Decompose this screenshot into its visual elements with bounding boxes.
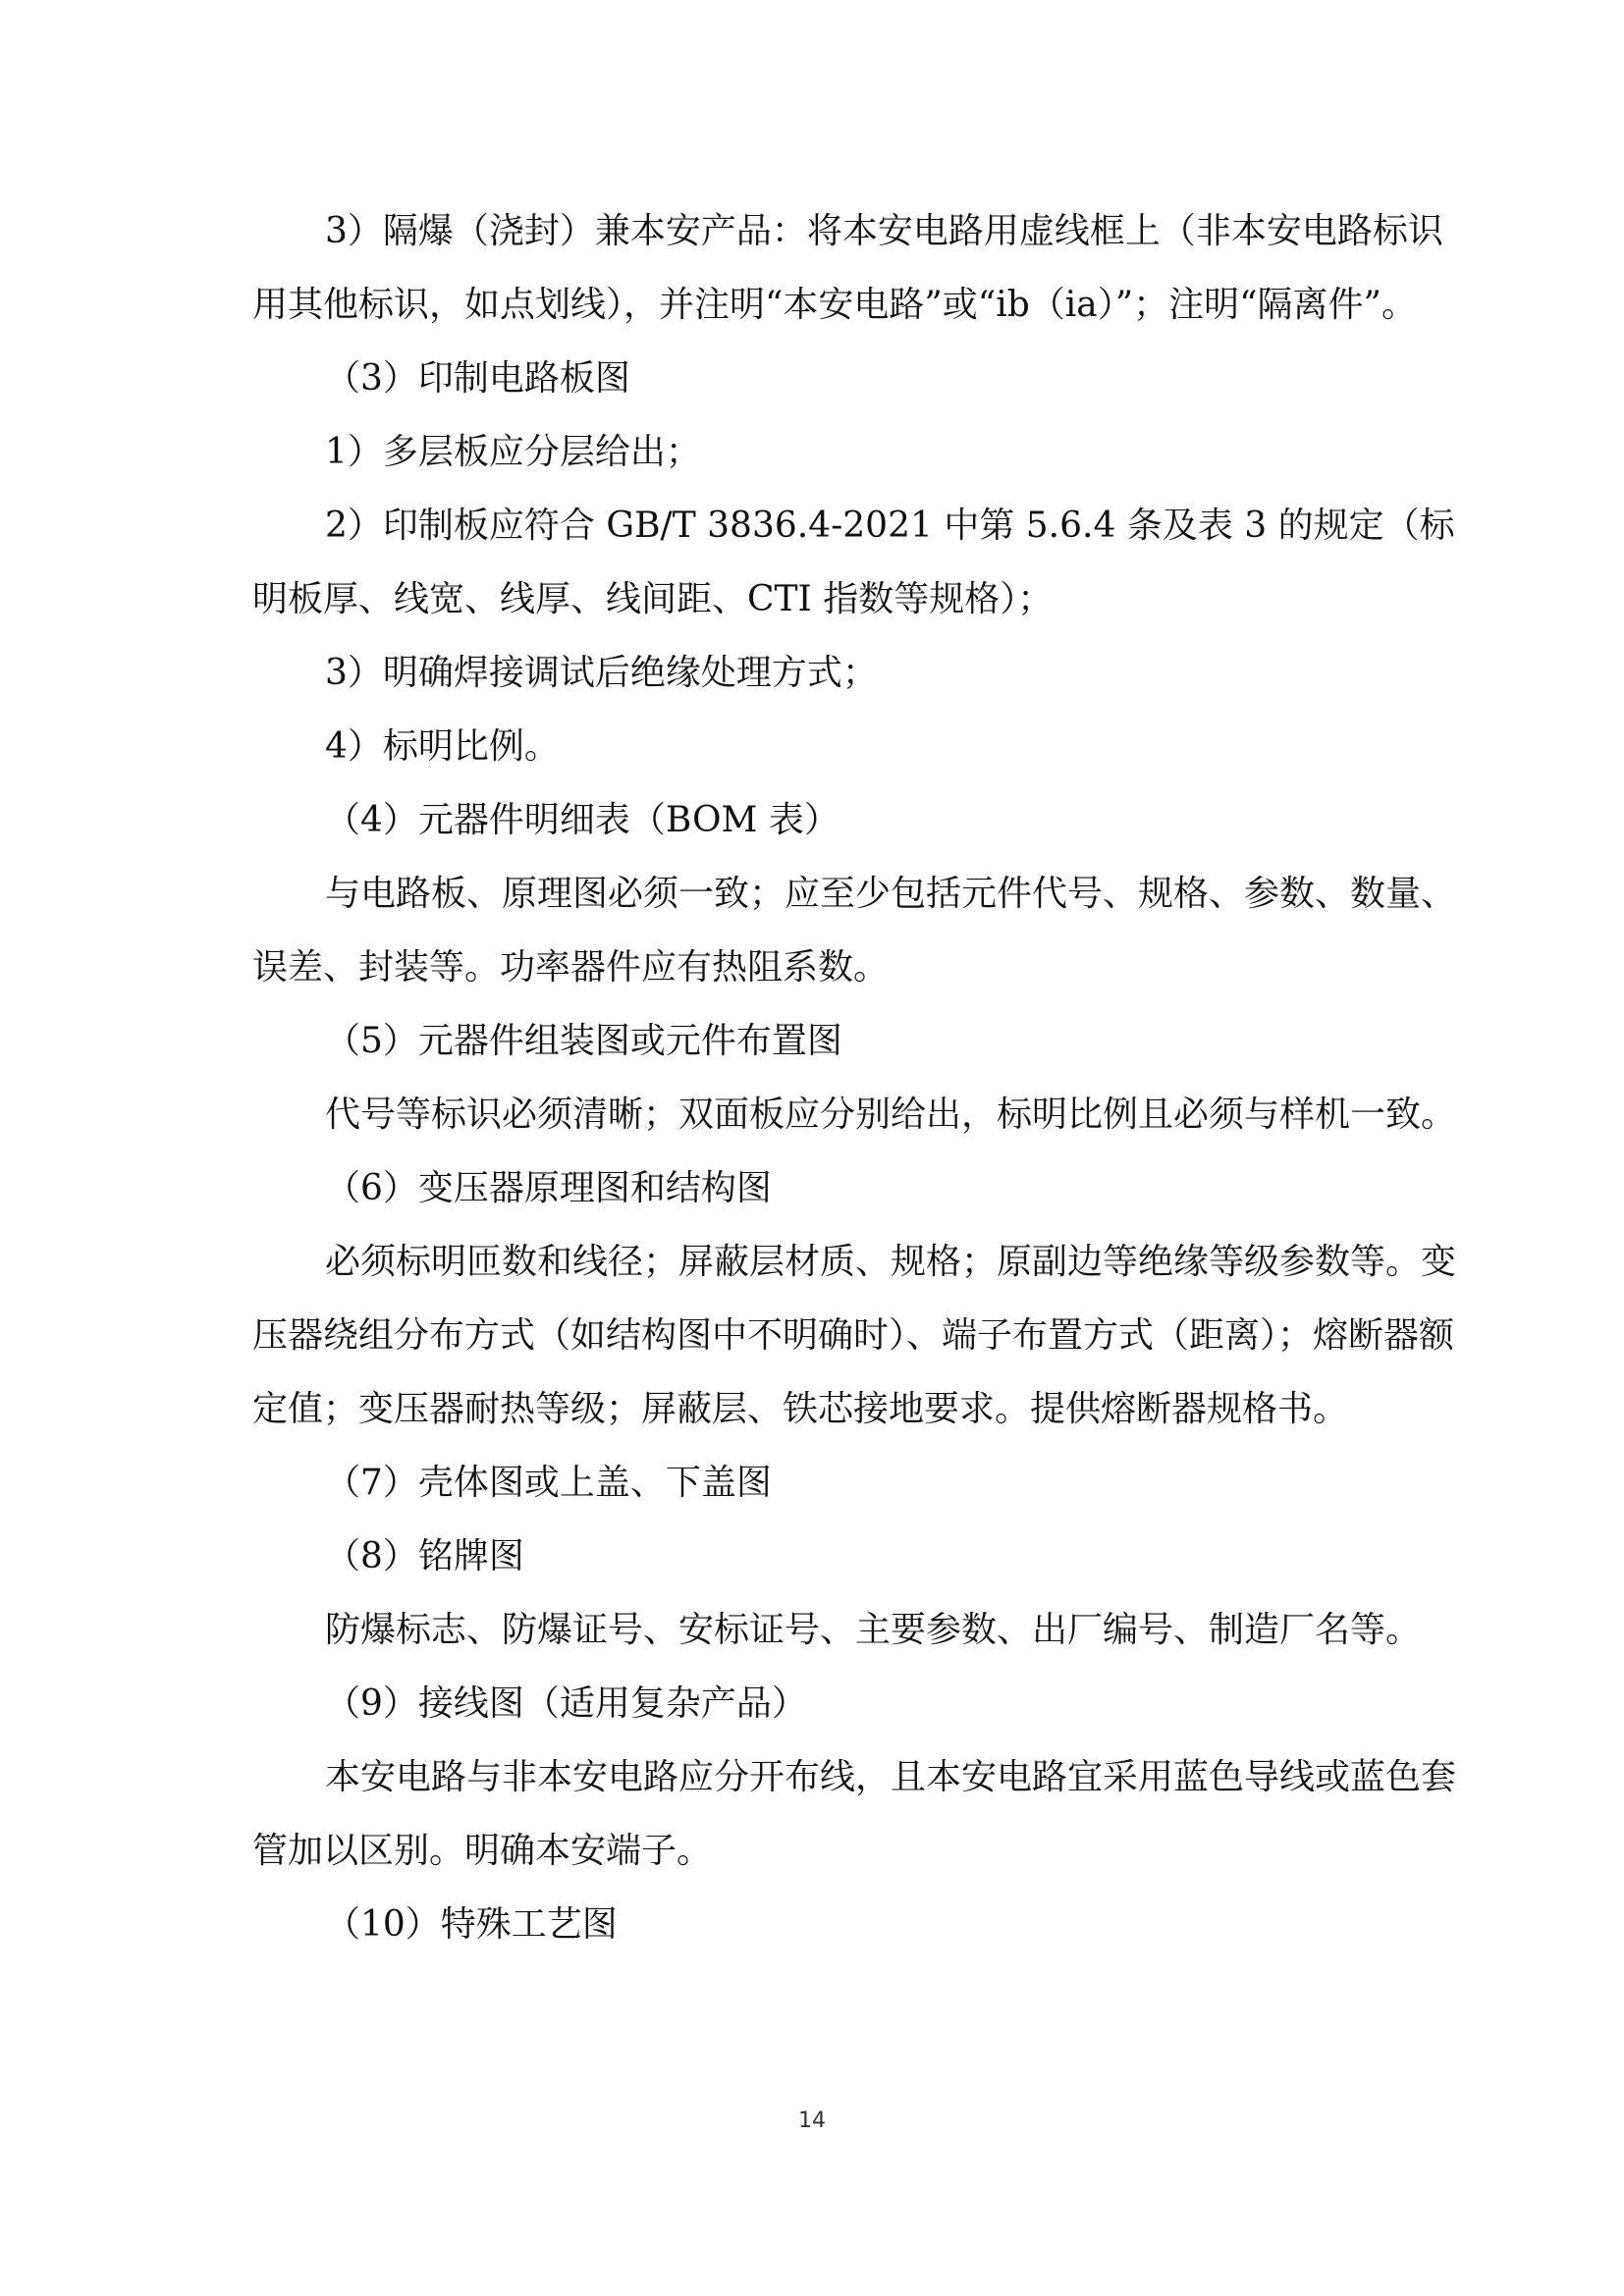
paragraph-nameplate: 防爆标志、防爆证号、安标证号、主要参数、出厂编号、制造厂名等。	[325, 1610, 1422, 1650]
section-heading-nameplate: （8）铭牌图	[325, 1536, 524, 1576]
section-heading-pcb: （3）印制电路板图	[325, 358, 630, 399]
list-item: 4）标明比例。	[325, 726, 560, 767]
paragraph-isolation-note: 3）隔爆（浇封）兼本安产品：将本安电路用虚线框上（非本安电路标识用其他标识，如点划线），并注明“本安电路”或“ib（ia）”；注明“隔离件”。	[252, 211, 1443, 325]
list-item: 3）明确焊接调试后绝缘处理方式；	[325, 653, 878, 693]
list-item: 2）印制板应符合 GB/T 3836.4-2021 中第 5.6.4 条及表 3 的规定（标明板厚、线宽、线厚、线间距、CTI 指数等规格）；	[252, 506, 1455, 619]
paragraph-wiring: 本安电路与非本安电路应分开布线，且本安电路宜采用蓝色导线或蓝色套管加以区别。明确本安端子。	[252, 1757, 1457, 1871]
paragraph-transformer: 必须标明匝数和线径；屏蔽层材质、规格；原副边等绝缘等级参数等。变压器绕组分布方式（如结构图中不明确时）、端子布置方式（距离）；熔断器额定值；变压器耐热等级；屏蔽层、铁芯接地要求。提供熔断器规格书。	[252, 1242, 1457, 1429]
section-heading-enclosure: （7）壳体图或上盖、下盖图	[325, 1463, 772, 1503]
paragraph-bom: 与电路板、原理图必须一致；应至少包括元件代号、规格、参数、数量、误差、封装等。功率器件应有热阻系数。	[252, 874, 1457, 988]
page-number: 14	[798, 2109, 826, 2133]
document-body	[252, 194, 1460, 1961]
section-heading-bom: （4）元器件明细表（BOM 表）	[325, 800, 839, 840]
section-heading-special-process: （10）特殊工艺图	[325, 1904, 618, 1945]
list-item: 1）多层板应分层给出；	[325, 432, 701, 472]
paragraph-assembly: 代号等标识必须清晰；双面板应分别给出，标明比例且必须与样机一致。	[325, 1095, 1457, 1135]
section-heading-wiring: （9）接线图（适用复杂产品）	[325, 1683, 807, 1724]
section-heading-transformer: （6）变压器原理图和结构图	[325, 1168, 772, 1208]
section-heading-assembly: （5）元器件组装图或元件布置图	[325, 1021, 842, 1061]
